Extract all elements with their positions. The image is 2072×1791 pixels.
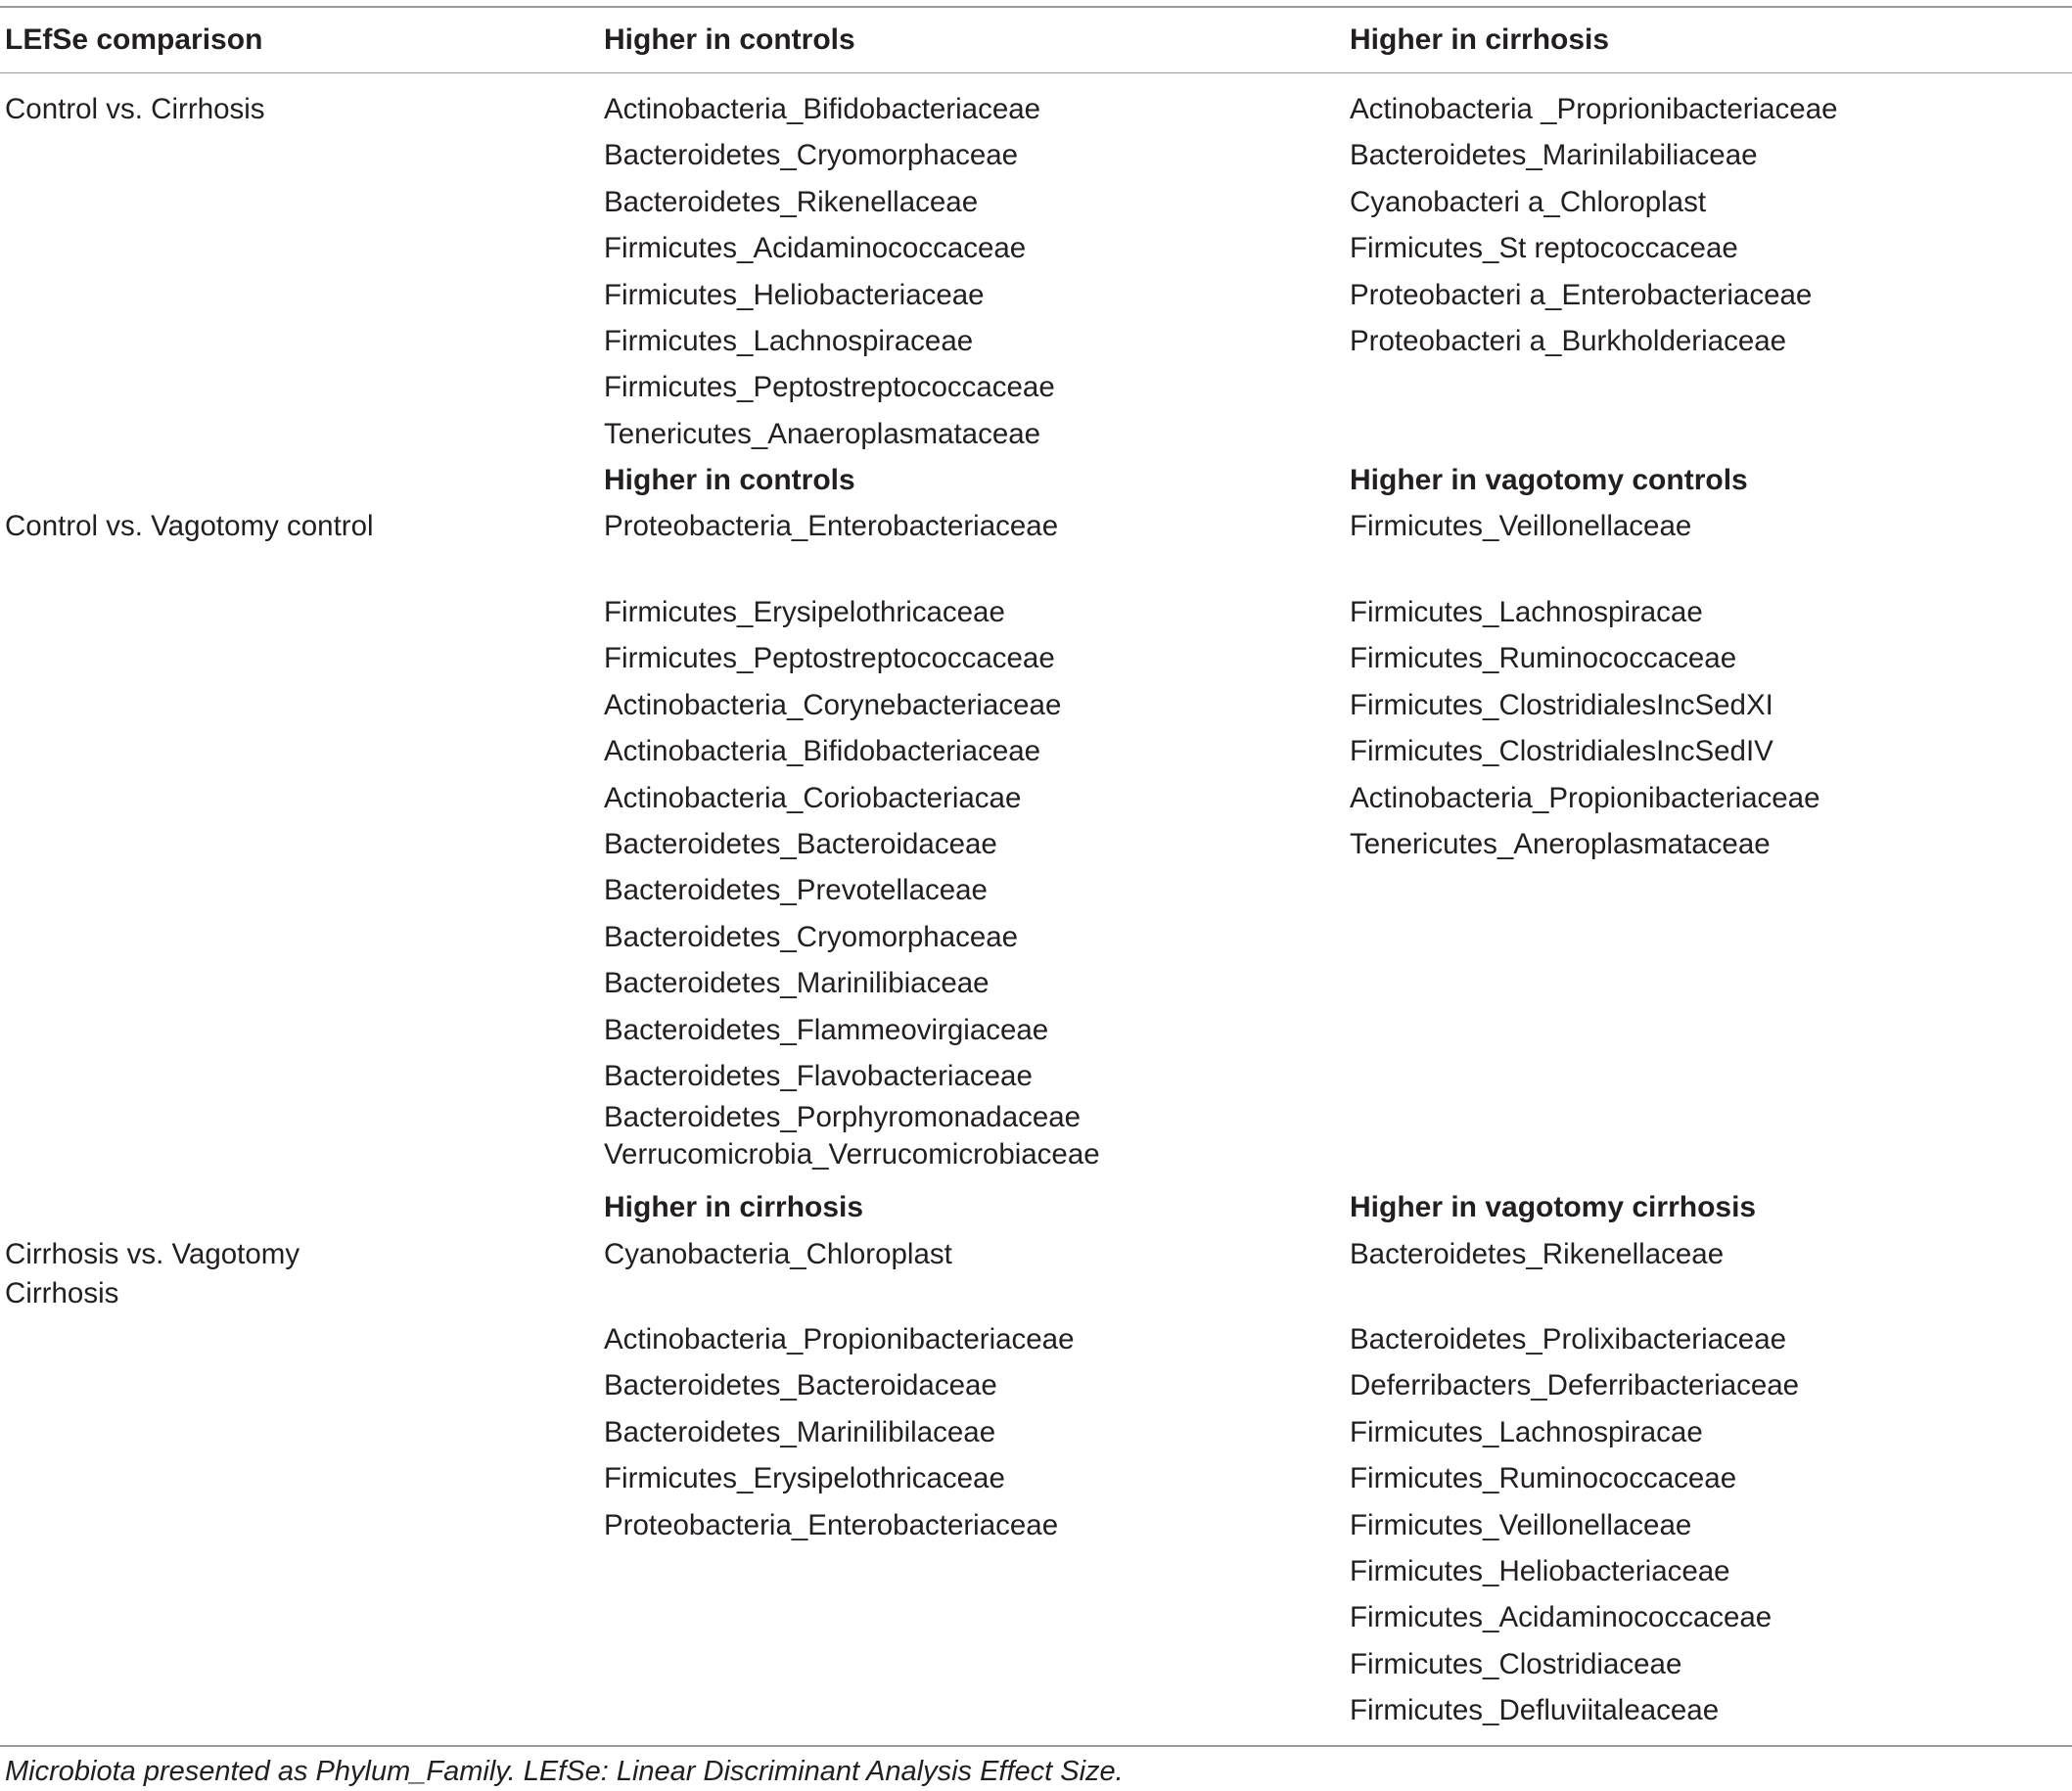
row3-left-item: Proteobacteria_Enterobacteriaceae <box>604 1508 1059 1541</box>
row3-right-item: Firmicutes_Defluviitaleaceae <box>1350 1694 1720 1727</box>
row2-left-item: Actinobacteria_Corynebacteriaceae <box>604 688 1062 721</box>
column-header-higher-in-controls: Higher in controls <box>604 23 855 56</box>
row1-left-item: Bacteroidetes_Cryomorphaceae <box>604 139 1019 172</box>
row3-right-first: Bacteroidetes_Rikenellaceae <box>1350 1238 1725 1270</box>
row3-right-item: Firmicutes_Lachnospiracae <box>1350 1415 1703 1448</box>
row2-left-item: Bacteroidetes_Bacteroidaceae <box>604 827 997 860</box>
row1-right-item: Cyanobacteri a_Chloroplast <box>1350 185 1707 218</box>
row3-left-first: Cyanobacteria_Chloroplast <box>604 1238 952 1270</box>
row2-right-item: Firmicutes_Lachnospiracae <box>1350 596 1703 628</box>
row3-left-item: Bacteroidetes_Bacteroidaceae <box>604 1369 997 1402</box>
row1-right-item: Firmicutes_St reptococcaceae <box>1350 232 1738 265</box>
row2-left-list <box>604 589 1100 1173</box>
row2-left-first: Proteobacteria_Enterobacteriaceae <box>604 510 1059 542</box>
row3-right-item: Firmicutes_Veillonellaceae <box>1350 1508 1692 1541</box>
row2-left-subheader: Higher in controls <box>604 464 855 496</box>
row3-right-item: Firmicutes_Clostridiaceae <box>1350 1647 1682 1680</box>
row2-right-item: Firmicutes_Ruminococcaceae <box>1350 642 1737 675</box>
row3-right-item: Firmicutes_Ruminococcaceae <box>1350 1462 1737 1495</box>
row1-right-item: Proteobacteri a_Enterobacteriaceae <box>1350 278 1813 311</box>
row1-left-item: Firmicutes_Peptostreptococcaceae <box>604 371 1055 404</box>
row2-left-item: Actinobacteria_Bifidobacteriaceae <box>604 735 1041 768</box>
row3-right-item: Firmicutes_Acidaminococcaceae <box>1350 1601 1773 1634</box>
row2-left-item: Actinobacteria_Coriobacteriacae <box>604 781 1022 814</box>
row3-right-item: Deferribacters_Deferribacteriaceae <box>1350 1369 1800 1402</box>
row1-left-item: Firmicutes_Acidaminococcaceae <box>604 232 1027 265</box>
row2-left-item: Bacteroidetes_Porphyromonadaceae <box>604 1101 1082 1134</box>
row2-left-item: Verrucomicrobia_Verrucomicrobiaceae <box>604 1138 1100 1171</box>
table-top-rule <box>0 6 2072 8</box>
row1-right-item: Proteobacteri a_Burkholderiaceae <box>1350 324 1787 357</box>
row3-right-list <box>1350 1316 1799 1734</box>
row3-left-list <box>604 1316 1075 1548</box>
row2-left-item: Bacteroidetes_Marinilibiaceae <box>604 967 990 1000</box>
row2-left-item: Bacteroidetes_Cryomorphaceae <box>604 920 1019 953</box>
row2-left-item: Bacteroidetes_Flammeovirgiaceae <box>604 1013 1049 1046</box>
row1-right-first: Actinobacteria _Proprionibacteriaceae <box>1350 93 1838 125</box>
row1-left-item: Bacteroidetes_Rikenellaceae <box>604 185 979 218</box>
row1-left-first: Actinobacteria_Bifidobacteriaceae <box>604 93 1041 125</box>
row1-right-item: Bacteroidetes_Marinilabiliaceae <box>1350 139 1758 172</box>
row2-left-item: Firmicutes_Peptostreptococcaceae <box>604 642 1055 675</box>
column-header-comparison: LEfSe comparison <box>5 23 263 56</box>
row3-left-item: Bacteroidetes_Marinilibilaceae <box>604 1415 996 1448</box>
row2-left-item: Firmicutes_Erysipelothricaceae <box>604 596 1005 628</box>
row1-left-item: Firmicutes_Heliobacteriaceae <box>604 278 985 311</box>
row2-right-item: Firmicutes_ClostridialesIncSedIV <box>1350 735 1773 768</box>
row1-left-item: Firmicutes_Lachnospiraceae <box>604 324 974 357</box>
column-header-higher-in-cirrhosis: Higher in cirrhosis <box>1350 23 1610 56</box>
row3-right-item: Bacteroidetes_Prolixibacteriaceae <box>1350 1323 1787 1355</box>
row2-right-item: Actinobacteria_Propionibacteriaceae <box>1350 781 1820 814</box>
table-footnote: Microbiota presented as Phylum_Family. LEfSe: Linear Discriminant Analysis Effect Size. <box>5 1756 1124 1787</box>
row1-left-item: Tenericutes_Anaeroplasmataceae <box>604 417 1041 450</box>
row1-left-list <box>604 86 1055 457</box>
row2-right-subheader: Higher in vagotomy controls <box>1350 464 1748 496</box>
row3-comparison: Cirrhosis vs. Vagotomy Cirrhosis <box>5 1238 300 1309</box>
row1-right-list <box>1350 86 1838 364</box>
row3-left-item: Actinobacteria_Propionibacteriaceae <box>604 1323 1075 1355</box>
table-header-rule <box>0 72 2072 73</box>
row2-right-item: Tenericutes_Aneroplasmataceae <box>1350 827 1771 860</box>
row2-left-item: Bacteroidetes_Prevotellaceae <box>604 874 988 907</box>
row3-left-item: Firmicutes_Erysipelothricaceae <box>604 1462 1005 1495</box>
row2-comparison: Control vs. Vagotomy control <box>5 510 374 542</box>
row1-comparison: Control vs. Cirrhosis <box>5 93 265 125</box>
row3-right-item: Firmicutes_Heliobacteriaceae <box>1350 1554 1730 1587</box>
row2-right-first: Firmicutes_Veillonellaceae <box>1350 510 1692 542</box>
row2-right-list <box>1350 589 1820 867</box>
row2-right-item: Firmicutes_ClostridialesIncSedXI <box>1350 688 1773 721</box>
table-bottom-rule <box>0 1745 2072 1747</box>
row3-right-subheader: Higher in vagotomy cirrhosis <box>1350 1191 1757 1223</box>
row3-left-subheader: Higher in cirrhosis <box>604 1191 864 1223</box>
row2-left-item: Bacteroidetes_Flavobacteriaceae <box>604 1059 1033 1092</box>
